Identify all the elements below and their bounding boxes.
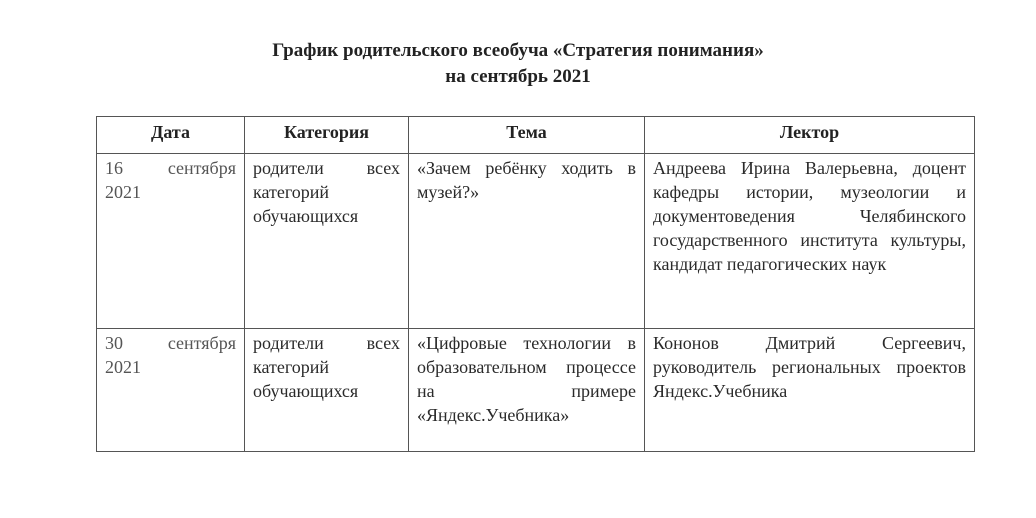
title-line-1: График родительского всеобуча «Стратегия понимания» [272,40,764,61]
title-line-2: на сентябрь 2021 [445,66,591,87]
table-row [97,154,975,329]
cell-topic: «Цифровые технологии в образовательном процессе на примере «Яндекс.Учебника» [409,329,645,452]
cell-topic: «Зачем ребёнку ходить в музей?» [409,154,645,329]
cell-date: 16 сентября 2021 [97,154,245,329]
cell-date: 30 сентября 2021 [97,329,245,452]
cell-lecturer: Кононов Дмитрий Сергеевич, руководитель региональных проектов Яндекс.Учебника [645,329,975,452]
table-row [97,329,975,452]
header-lecturer: Лектор [645,117,975,154]
header-topic: Тема [409,117,645,154]
cell-category: родители всех категорий обучающихся [245,329,409,452]
cell-category: родители всех категорий обучающихся [245,154,409,329]
header-date: Дата [97,117,245,154]
schedule-table [96,116,975,452]
header-category: Категория [245,117,409,154]
document-title [0,38,1036,90]
table-header-row [97,117,975,154]
cell-lecturer: Андреева Ирина Валерьевна, доцент кафедры истории, музеологии и документоведения Челябинского государственного института культуры, кандидат педагогических наук [645,154,975,329]
